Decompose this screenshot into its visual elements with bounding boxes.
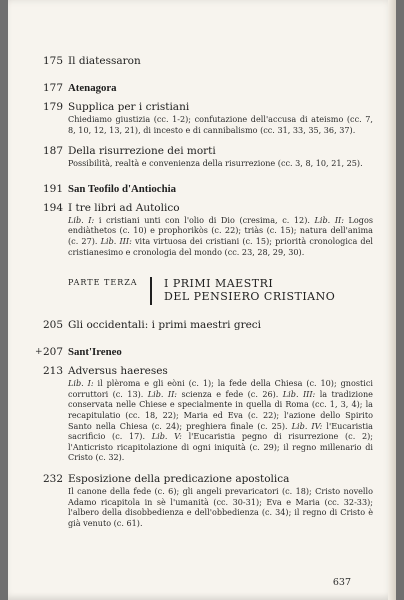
toc-entry-row	[43, 365, 373, 378]
description-text: Il canone della fede (c. 6); gli angeli prevaricatori (c. 18); Cristo novello Adamo ricapitola in sè l'umanità (cc. 30-31); Eva e Maria (cc. 32-33); l'albero della disobbedienza e dell'obbedienza (c. 34); il regno di Cristo è già venuto (c. 61).	[68, 485, 373, 528]
toc-entry	[43, 101, 373, 135]
description-text: Chiediamo giustizia (cc. 1-2); confutazione dell'accusa di ateismo (cc. 7, 8, 10, 12, 13, 21), di incesto e di cannibalismo (cc. 31, 33, 35, 36, 37).	[68, 114, 373, 135]
toc-entry	[43, 55, 373, 68]
toc-entry-row	[43, 145, 373, 158]
toc-page-number: 179	[43, 101, 64, 113]
toc-entry-row	[43, 101, 373, 114]
book-reference: Lib. IV:	[291, 420, 323, 431]
toc-entry	[35, 346, 373, 359]
toc-entry	[43, 183, 373, 196]
handwritten-mark: +	[35, 347, 43, 358]
toc-entry-description	[68, 158, 373, 169]
toc-work-title: Adversus haereses	[68, 365, 168, 378]
description-text: scienza e fede (c. 26).	[177, 388, 283, 399]
part-title-line-2: DEL PENSIERO CRISTIANO	[164, 290, 336, 304]
toc-entry	[43, 319, 373, 332]
book-reference: Lib. II:	[314, 214, 344, 225]
book-reference: Lib. III:	[100, 235, 132, 246]
toc-entry	[43, 145, 373, 169]
part-heading	[68, 277, 373, 305]
toc-entry	[43, 202, 373, 257]
book-reference: Lib. V:	[151, 431, 182, 442]
toc-entry	[43, 365, 373, 463]
toc-author-title: San Teofilo d'Antiochia	[68, 182, 177, 195]
page-number: 637	[332, 577, 351, 588]
toc-page-number: 191	[43, 182, 64, 195]
toc-work-title: Il diatessaron	[68, 55, 141, 67]
toc-work-title: I tre libri ad Autolico	[68, 201, 180, 214]
part-divider-bar	[150, 277, 152, 305]
book-reference: Lib. III:	[282, 388, 316, 399]
toc-entry-description	[68, 378, 373, 463]
book-reference: Lib. I:	[68, 214, 95, 225]
toc-entry-description	[68, 114, 373, 135]
toc-page-number: 205	[43, 319, 64, 332]
description-text: il plèroma e gli eòni (c. 1); la fede della Chiesa (c. 10); gnostici corruttori (c. 13).	[68, 378, 373, 399]
description-text: Logos endiàthetos (c. 10) e prophorikòs (c. 22); triàs (c. 15); natura dell'anima (c. 27).	[68, 214, 373, 246]
toc-page-number: 232	[43, 472, 64, 485]
toc-entry-row	[35, 346, 373, 359]
toc-page-number: 213	[43, 365, 64, 378]
description-text: l'Eucaristia sacrificio (c. 17).	[68, 420, 373, 442]
part-label: PARTE TERZA	[68, 278, 138, 288]
part-title	[164, 277, 335, 303]
toc-section-a	[43, 55, 373, 271]
book-reference: Lib. II:	[147, 388, 178, 399]
toc-entry-row	[43, 319, 373, 332]
toc-page-number: 194	[43, 201, 64, 214]
book-page	[8, 0, 396, 600]
part-title-line-1: I PRIMI MAESTRI	[164, 277, 274, 291]
page-spine-shadow	[388, 0, 396, 600]
description-text: la tradizione conservata nelle Chiese e specialmente in quella di Roma (cc. 1, 3, 4); la recapitulatio (cc. 18, 22); Maria ed Eva (c. 22); l'azione dello Spirito Santo nella Chiesa (c. 24); preghiera finale (c. 25).	[68, 388, 373, 431]
toc-entry-row	[43, 55, 373, 68]
toc-page-number: 177	[43, 82, 64, 94]
toc-work-title: Supplica per i cristiani	[68, 101, 190, 113]
description-text: i cristiani unti con l'olio di Dio (cresima, c. 12).	[94, 214, 315, 225]
toc-entry-row	[43, 82, 373, 95]
description-text: vita virtuosa dei cristiani (c. 15); priorità cronologica del cristianesimo e cronologia del mondo (cc. 23, 28, 29, 30).	[68, 235, 373, 257]
toc-entry-row	[43, 183, 373, 196]
toc-entry	[43, 473, 373, 528]
toc-page-number: 187	[43, 145, 64, 158]
toc-entry-description	[68, 486, 373, 528]
toc-work-title: Gli occidentali: i primi maestri greci	[68, 319, 262, 332]
table-of-contents	[35, 55, 373, 528]
toc-page-number: 175	[43, 55, 64, 67]
toc-page-number: 207	[43, 346, 64, 359]
description-text: Possibilità, realtà e convenienza della risurrezione (cc. 3, 8, 10, 21, 25).	[68, 158, 363, 169]
toc-entry-row	[43, 202, 373, 215]
toc-section-b	[35, 319, 373, 528]
toc-entry	[43, 82, 373, 95]
book-reference: Lib. I:	[68, 378, 94, 389]
toc-entry-row	[43, 473, 373, 486]
toc-author-title: Sant'Ireneo	[68, 346, 122, 359]
toc-work-title: Della risurrezione dei morti	[68, 145, 216, 158]
toc-work-title: Esposizione della predicazione apostolica	[68, 472, 290, 485]
toc-author-title: Atenagora	[68, 82, 117, 94]
toc-entry-description	[68, 215, 373, 257]
description-text: l'Eucaristia pegno di risurrezione (c. 2); l'Anticristo ricapitolazione di ogni iniquità (c. 29); il regno millenario di Cristo (c. 32).	[68, 431, 373, 463]
